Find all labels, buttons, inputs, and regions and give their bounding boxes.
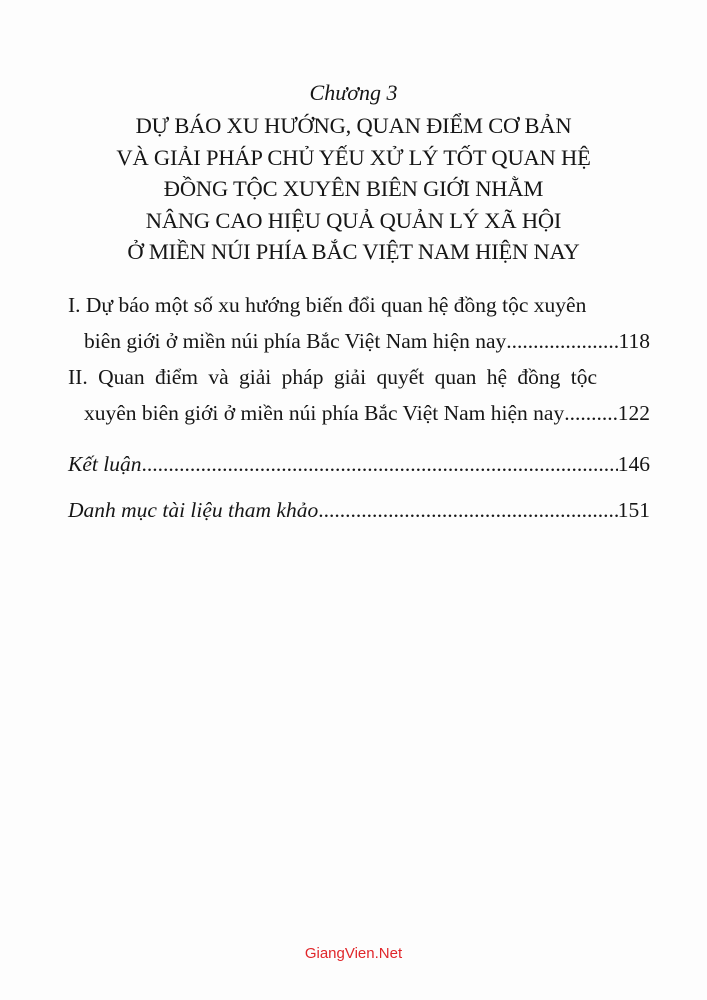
toc-entry-references[interactable] [68,492,650,528]
toc-entry-section-2[interactable] [68,359,650,431]
toc-entry-section-1[interactable] [68,287,650,359]
chapter-label: Chương 3 [309,80,398,105]
chapter-title-line: Ở MIỀN NÚI PHÍA BẮC VIỆT NAM HIỆN NAY [127,239,580,264]
chapter-title-line: ĐỒNG TỘC XUYÊN BIÊN GIỚI NHẰM [163,176,544,201]
toc-entry-text: biên giới ở miền núi phía Bắc Việt Nam hiện nay [84,329,507,353]
toc-entry-conclusion[interactable] [68,446,650,482]
toc-entry-text: Danh mục tài liệu tham khảo [68,498,319,522]
dot-leader [506,323,618,359]
dot-leader [564,395,618,431]
dot-leader [141,446,617,482]
toc-entry-text: xuyên biên giới ở miền núi phía Bắc Việt Nam hiện nay [84,401,565,425]
toc-page-number: 151 [617,498,650,522]
chapter-title [0,110,707,268]
chapter-title-line: VÀ GIẢI PHÁP CHỦ YẾU XỬ LÝ TỐT QUAN HỆ [116,144,591,170]
watermark: GiangVien.Net [304,945,403,962]
toc-entry-text: Kết luận [68,452,142,476]
chapter-title-line: NÂNG CAO HIỆU QUẢ QUẢN LÝ XÃ HỘI [145,207,562,233]
toc-page-number: 146 [617,452,650,476]
chapter-title-line: DỰ BÁO XU HƯỚNG, QUAN ĐIỂM CƠ BẢN [135,113,572,138]
toc-entry-text: I. Dự báo một số xu hướng biến đổi quan hệ đồng tộc xuyên [68,293,587,317]
toc-page-number: 122 [617,401,650,425]
dot-leader [318,492,618,528]
toc-page-number: 118 [618,329,650,353]
toc-entry-text: II. Quan điểm và giải pháp giải quyết quan hệ đồng tộc [68,365,598,389]
